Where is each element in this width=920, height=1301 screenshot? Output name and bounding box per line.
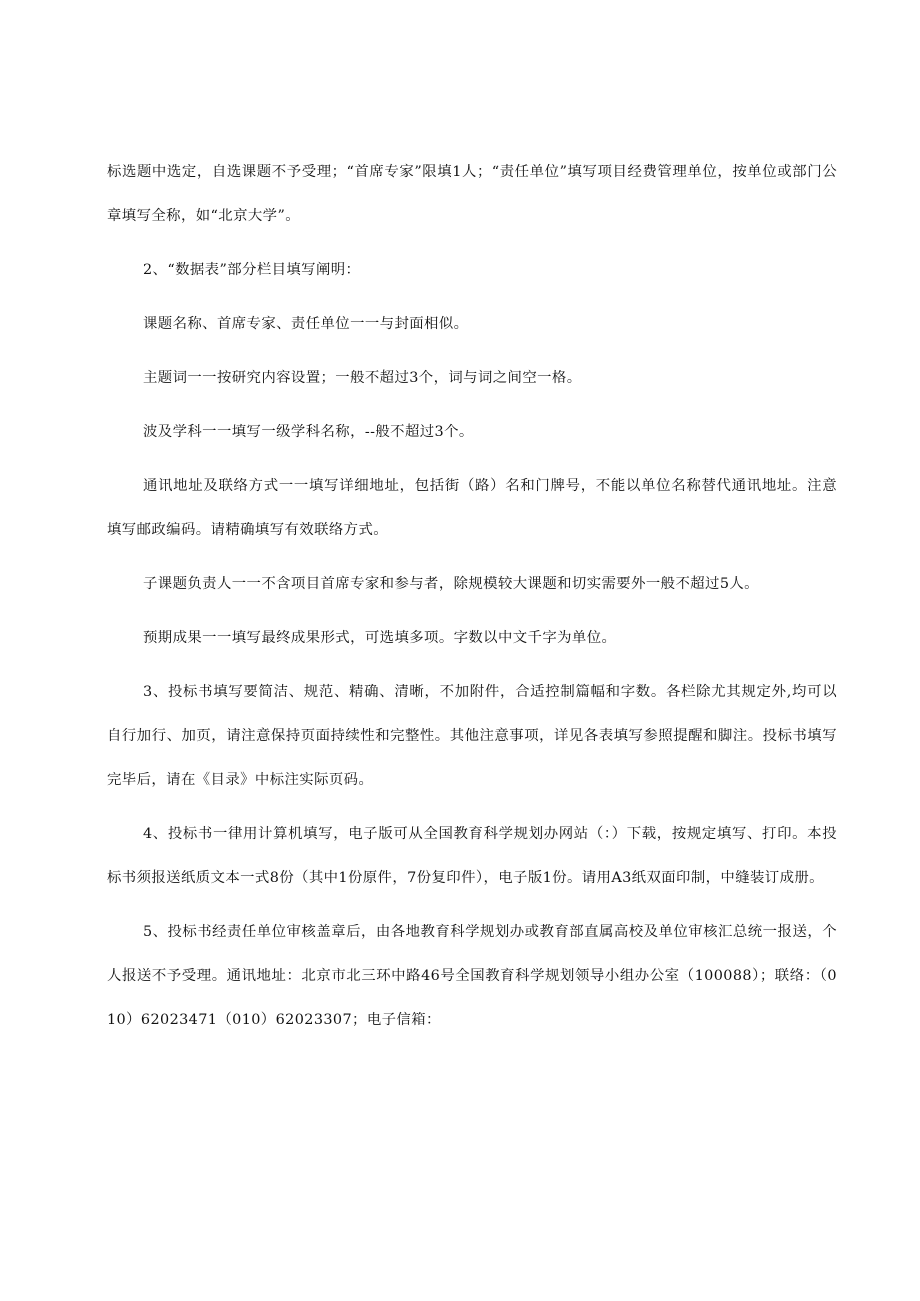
paragraph-contact-address: 通讯地址及联络方式一一填写详细地址，包括街（路）名和门牌号，不能以单位名称替代通讯地址。注意填写邮政编码。请精确填写有效联络方式。: [107, 478, 837, 538]
paragraph-project-name: 课题名称、首席专家、责任单位一一与封面相似。: [143, 316, 469, 332]
paragraph-item-5: 5、投标书经责任单位审核盖章后，由各地教育科学规划办或教育部直属高校及单位审核汇总统一报送，个人报送不予受理。通讯地址：北京市北三环中路46号全国教育科学规划领导小组办公室（100088）；联络：（010）62023471（010）62023307；电子信箱：: [107, 924, 837, 1028]
paragraph-disciplines: 波及学科一一填写一级学科名称，--般不超过3个。: [143, 424, 474, 440]
paragraph-keywords: 主题词一一按研究内容设置；一般不超过3个，词与词之间空一格。: [143, 370, 582, 386]
paragraph-subproject-leaders: 子课题负责人一一不含项目首席专家和参与者，除规模较大课题和切实需要外一般不超过5人。: [143, 576, 759, 592]
paragraph-continuation: 标选题中选定，自选课题不予受理；“首席专家”限填1人；“责任单位”填写项目经费管理单位，按单位或部门公章填写全称，如“北京大学”。: [107, 164, 837, 224]
document-body: [107, 150, 837, 1042]
paragraph-item-2-heading: 2、“数据表”部分栏目填写阐明：: [143, 262, 361, 278]
paragraph-item-3: 3、投标书填写要简洁、规范、精确、清晰，不加附件，合适控制篇幅和字数。各栏除尤其规定外,均可以自行加行、加页，请注意保持页面持续性和完整性。其他注意事项，详见各表填写参照提醒和脚注。投标书填写完毕后，请在《目录》中标注实际页码。: [107, 684, 837, 788]
paragraph-item-4: 4、投标书一律用计算机填写，电子版可从全国教育科学规划办网站（：）下载，按规定填写、打印。本投标书须报送纸质文本一式8份（其中1份原件，7份复印件），电子版1份。请用A3纸双面印制，中缝装订成册。: [107, 826, 837, 886]
paragraph-expected-results: 预期成果一一填写最终成果形式，可选填多项。字数以中文千字为单位。: [143, 630, 617, 646]
